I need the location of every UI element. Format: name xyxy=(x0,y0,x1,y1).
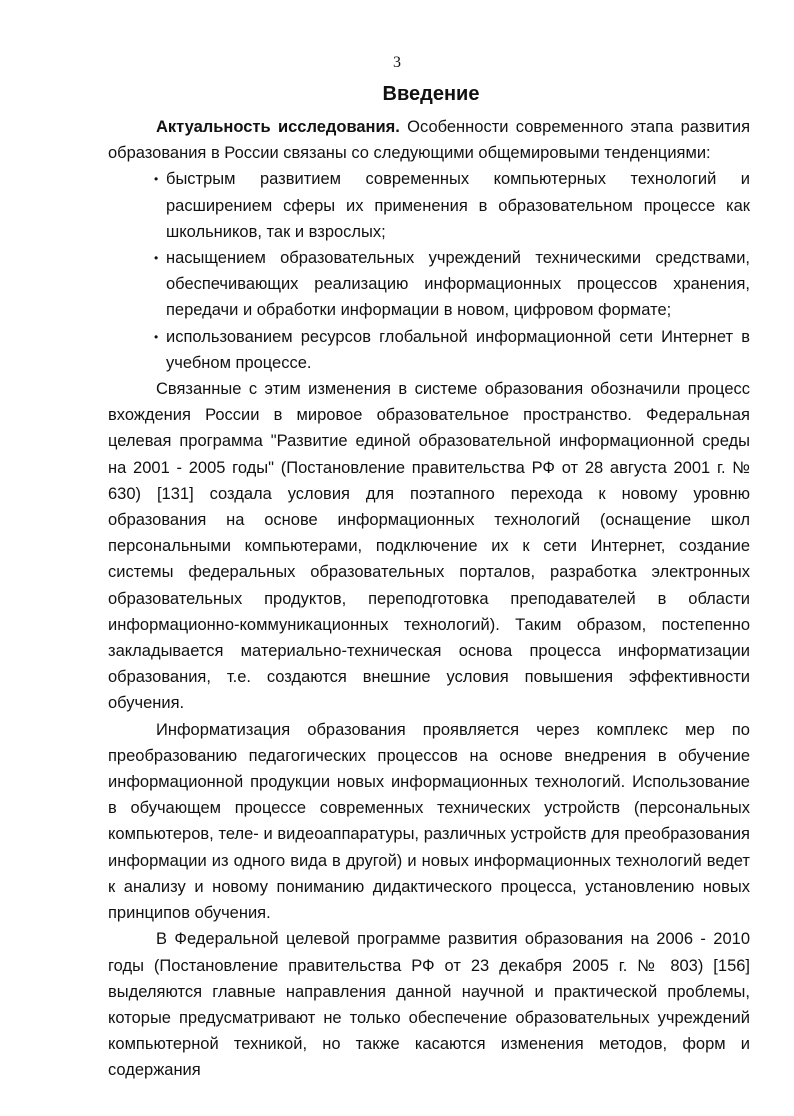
list-item-text: быстрым развитием современных компьютерных технологий и расширением сферы их применения в образовательном процессе как школьников, так и взрослых; xyxy=(166,170,750,241)
body-paragraph: Связанные с этим изменения в системе образования обозначили процесс вхождения России в мировое образовательное пространство. Федеральная целевая программа "Развитие единой образовательной информационной среды на 2001 - 2005 годы" (Постановление правительства РФ от 28 августа 2001 г. № 630) [131] создала условия для поэтапного перехода к новому уровню образования на основе информационных технологий (оснащение школ персональными компьютерами, подключение их к сети Интернет, создание системы федеральных образовательных порталов, разработка электронных образовательных продуктов, переподготовка преподавателей в области информационно-коммуникационных технологий). Таким образом, постепенно закладывается материально-техническая основа процесса информатизации образования, т.е. создаются внешние условия повышения эффективности обучения. xyxy=(108,380,750,713)
page-number: 3 xyxy=(393,54,401,71)
body-paragraph: Информатизация образования проявляется через комплекс мер по преобразованию педагогических процессов на основе внедрения в обучение информационной продукции новых информационных технологий. Использование в обучающем процессе современных технических устройств (персональных компьютеров, теле- и видеоаппаратуры, различных устройств для преобразования информации из одного вида в другой) и новых информационных технологий ведет к анализу и новому пониманию дидактического процесса, установлению новых принципов обучения. xyxy=(108,720,750,923)
intro-text: Особенности современного этапа развития образования в России связаны со следующими общемировыми тенденциями: xyxy=(108,118,750,163)
document-body xyxy=(108,114,750,1084)
list-item xyxy=(156,166,750,245)
intro-lead: Актуальность исследования. xyxy=(156,118,400,136)
bullet-icon: • xyxy=(154,172,159,187)
page-title: Введение xyxy=(382,83,480,105)
list-item-text: использованием ресурсов глобальной информационной сети Интернет в учебном процессе. xyxy=(166,327,750,372)
trends-list xyxy=(108,166,750,376)
list-item-text: насыщением образовательных учреждений техническими средствами, обеспечивающих реализацию информационных процессов хранения, передачи и обработки информации в новом, цифровом формате; xyxy=(166,249,750,320)
bullet-icon: • xyxy=(154,251,159,266)
bullet-icon: • xyxy=(154,329,159,344)
list-item xyxy=(156,245,750,324)
body-paragraph: В Федеральной целевой программе развития образования на 2006 - 2010 годы (Постановление правительства РФ от 23 декабря 2005 г. № 803) [156] выделяются главные направления данной научной и практической проблемы, которые предусматривают не только обеспечение образовательных учреждений компьютерной техникой, но также касаются изменения методов, форм и содержания xyxy=(108,930,750,1080)
intro-paragraph xyxy=(108,114,750,166)
list-item xyxy=(156,324,750,376)
